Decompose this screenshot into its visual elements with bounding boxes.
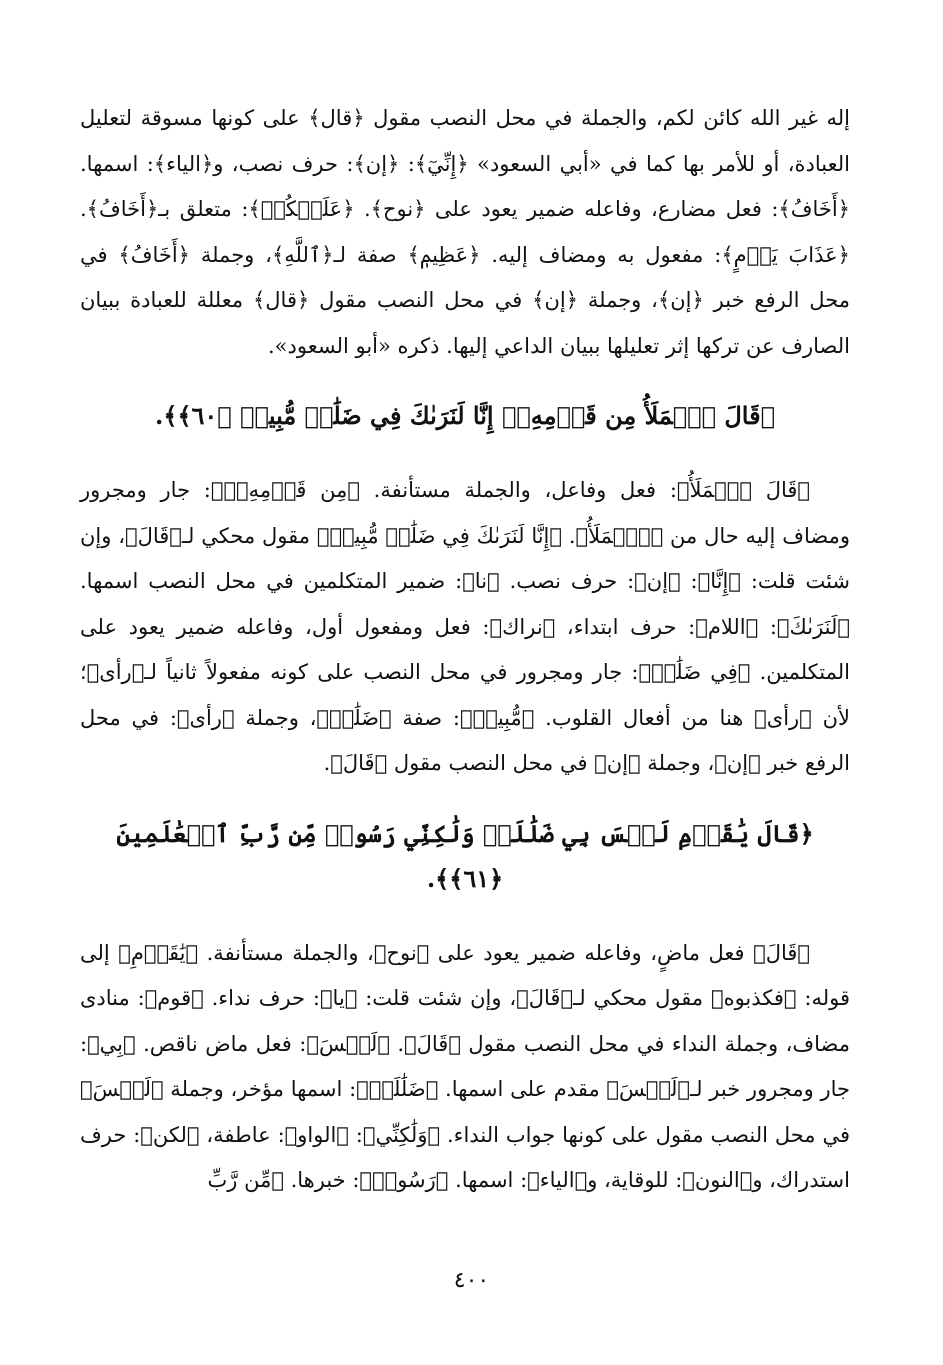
verse-61: ﴿قَالَ يَٰقَوۡمِ لَيۡسَ بِي ضَلَٰلَةٞ وَلَٰكِنِّي رَسُولٞ مِّن رَّبِّ ٱلۡعَٰلَمِينَ ﴿٦١﴾﴾. [116, 818, 814, 893]
verse-60: ﴿قَالَ ٱلۡمَلَأُ مِن قَوۡمِهِۦٓ إِنَّا لَنَرَىٰكَ فِي ضَلَٰلٖ مُّبِينٖ ﴿٦٠﴾﴾. [155, 401, 775, 430]
page-number: ٤٠٠ [453, 1268, 490, 1293]
paragraph-3: ﴿قَالَ﴾ فعل ماضٍ، وفاعله ضمير يعود على ﴿نوح﴾، والجملة مستأنفة. ﴿يَٰقَوۡمِ﴾ إلى قوله: ﴿فكذبوه﴾ مقول محكي لـ﴿قَالَ﴾، وإن شئت قلت: ﴿يا﴾: حرف نداء. ﴿قوم﴾: منادى مضاف، وجملة النداء في محل النصب مقول ﴿قَالَ﴾. ﴿لَيۡسَ﴾: فعل ماض ناقص. ﴿بِي﴾: جار ومجرور خبر لـ﴿لَيۡسَ﴾ مقدم على اسمها. ﴿ضَلَٰلَةٞ﴾: اسمها مؤخر، وجملة ﴿لَيۡسَ﴾ في محل النصب مقول على كونها جواب النداء. ﴿وَلَٰكِنِّي﴾: ﴿الواو﴾: عاطفة، ﴿لكن﴾: حرف استدراك، و﴿النون﴾: للوقاية، و﴿الياء﴾: اسمها. ﴿رَسُولٞ﴾: خبرها. ﴿مِّن رَّبِّ [80, 940, 850, 1192]
page-content [80, 96, 850, 1204]
paragraph-2: ﴿قَالَ ٱلۡمَلَأُ﴾: فعل وفاعل، والجملة مستأنفة. ﴿مِن قَوۡمِهِۦٓ﴾: جار ومجرور ومضاف إليه حال من ﴿ٱلۡمَلَأُ﴾. ﴿إِنَّا لَنَرَىٰكَ فِي ضَلَٰلٖ مُّبِينٖ﴾ مقول محكي لـ﴿قَالَ﴾، وإن شئت قلت: ﴿إِنَّا﴾: ﴿إن﴾: حرف نصب. ﴿نا﴾: ضمير المتكلمين في محل النصب اسمها. ﴿لَنَرَىٰكَ﴾: ﴿اللام﴾: حرف ابتداء، ﴿نراك﴾: فعل ومفعول أول، وفاعله ضمير يعود على المتكلمين. ﴿فِي ضَلَٰلٖ﴾: جار ومجرور في محل النصب على كونه مفعولاً ثانياً لـ﴿رأى﴾؛ لأن ﴿رأى﴾ هنا من أفعال القلوب. ﴿مُّبِينٖ﴾: صفة ﴿ضَلَٰلٖ﴾، وجملة ﴿رأى﴾: في محل الرفع خبر ﴿إن﴾، وجملة ﴿إن﴾ في محل النصب مقول ﴿قَالَ﴾. [80, 478, 850, 775]
paragraph-1: إله غير الله كائن لكم، والجملة في محل النصب مقول ﴿قال﴾ على كونها مسوقة لتعليل العبادة، أو للأمر بها كما في «أبي السعود» ﴿إِنِّيٓ﴾: ﴿إن﴾: حرف نصب، و﴿الياء﴾: اسمها. ﴿أَخَافُ﴾: فعل مضارع، وفاعله ضمير يعود على ﴿نوح﴾. ﴿عَلَيۡكُمۡ﴾: متعلق بـ﴿أَخَافُ﴾. ﴿عَذَابَ يَوۡمٍ﴾: مفعول به ومضاف إليه. ﴿عَظِيمٖ﴾ صفة لـ﴿ٱللَّهِ﴾، وجملة ﴿أَخَافُ﴾ في محل الرفع خبر ﴿إن﴾، وجملة ﴿إن﴾ في محل النصب مقول ﴿قال﴾ معللة للعبادة ببيان الصارف عن تركها إثر تعليلها ببيان الداعي إليها. ذكره «أبو السعود». [80, 106, 850, 358]
